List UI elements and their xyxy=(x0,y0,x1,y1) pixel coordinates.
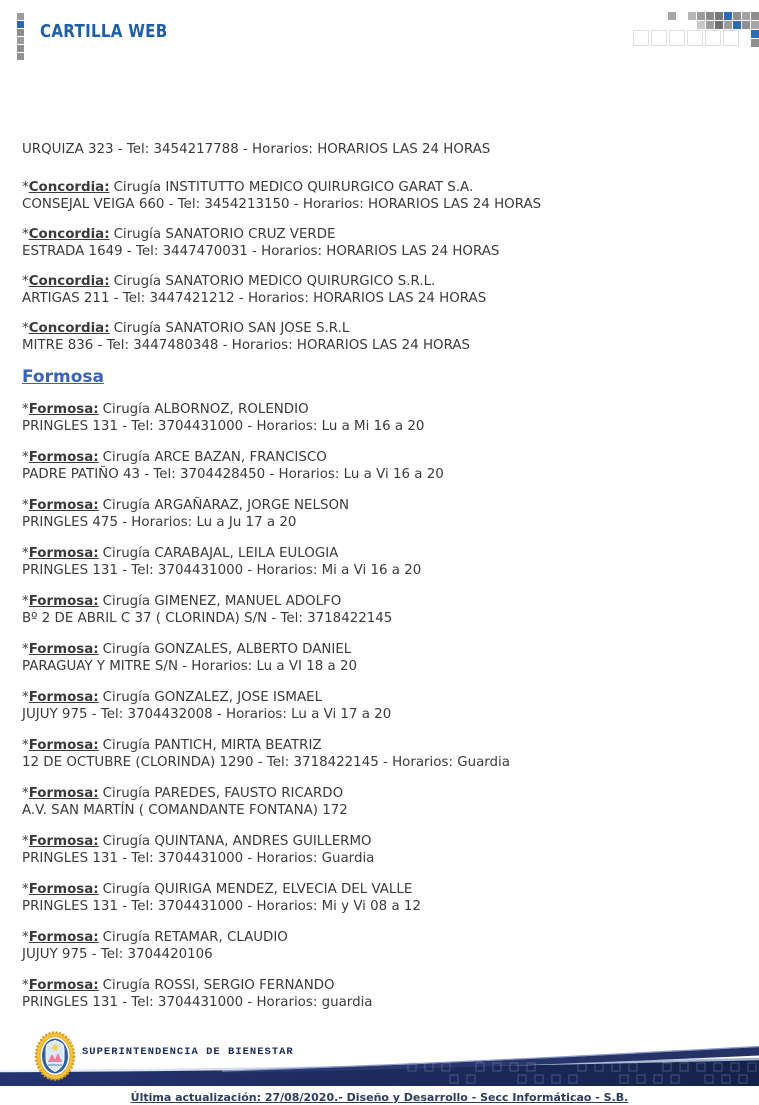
entry-region-label: Concordia: xyxy=(28,227,110,242)
entry-region-label: Formosa: xyxy=(28,786,99,801)
entry-title-line xyxy=(22,497,746,514)
provider-entry xyxy=(22,497,746,531)
entry-detail-line: PRINGLES 131 - Tel: 3704431000 - Horarios: Guardia xyxy=(22,851,375,866)
entry-star: * xyxy=(22,690,29,705)
provider-entry xyxy=(22,401,746,435)
update-bar xyxy=(0,1086,759,1104)
entry-region-label: Formosa: xyxy=(28,642,99,657)
entry-star: * xyxy=(22,834,29,849)
provider-entry xyxy=(22,545,746,579)
entry-region-label: Formosa: xyxy=(28,930,99,945)
provider-entry xyxy=(22,737,746,771)
mosaic-square xyxy=(668,12,676,20)
entry-star: * xyxy=(22,642,29,657)
provider-entry xyxy=(22,449,746,483)
entry-title-line xyxy=(22,689,746,706)
mosaic-square xyxy=(724,12,732,20)
entry-service-name: Cirugía PAREDES, FAUSTO RICARDO xyxy=(102,786,344,801)
entry-star: * xyxy=(22,930,29,945)
entry-star: * xyxy=(22,786,29,801)
provider-entry xyxy=(22,881,746,915)
provider-entry xyxy=(22,641,746,675)
entry-service-name: Cirugía PANTICH, MIRTA BEATRIZ xyxy=(102,738,322,753)
entry-service-name: Cirugía SANATORIO SAN JOSE S.R.L xyxy=(113,321,350,336)
entry-title-line xyxy=(22,929,746,946)
entry-service-name: Cirugía SANATORIO MEDICO QUIRURGICO S.R.L. xyxy=(113,274,436,289)
mosaic-square xyxy=(733,21,741,29)
entry-region-label: Formosa: xyxy=(28,498,99,513)
entry-star: * xyxy=(22,402,29,417)
entry-service-name: Cirugía ROSSI, SERGIO FERNANDO xyxy=(102,978,335,993)
entry-region-label: Concordia: xyxy=(28,274,110,289)
entry-service-name: Cirugía QUIRIGA MENDEZ, ELVECIA DEL VALLE xyxy=(102,882,413,897)
entry-region-label: Formosa: xyxy=(28,690,99,705)
entry-region-label: Formosa: xyxy=(28,834,99,849)
mosaic-square xyxy=(742,12,750,20)
footer xyxy=(0,1030,759,1104)
mosaic-square xyxy=(751,39,759,47)
entry-title-line xyxy=(22,449,746,466)
mosaic-square xyxy=(706,12,714,20)
entry-service-name: Cirugía INSTITUTTO MEDICO QUIRURGICO GARAT S.A. xyxy=(113,180,474,195)
entry-service-name: Cirugía GONZALES, ALBERTO DANIEL xyxy=(102,642,352,657)
entry-star: * xyxy=(22,546,29,561)
swoosh-decoration xyxy=(0,1030,759,1086)
entry-star: * xyxy=(22,738,29,753)
entry-detail-line: PRINGLES 131 - Tel: 3704431000 - Horarios: Mi y Vi 08 a 12 xyxy=(22,899,421,914)
entry-star: * xyxy=(22,321,29,336)
section-heading[interactable]: Formosa xyxy=(22,367,104,387)
entry-detail-line: MITRE 836 - Tel: 3447480348 - Horarios: HORARIOS LAS 24 HORAS xyxy=(22,338,471,353)
entry-detail-line: Bº 2 DE ABRIL C 37 ( CLORINDA) S/N - Tel: 3718422145 xyxy=(22,611,393,626)
entry-region-label: Formosa: xyxy=(28,594,99,609)
org-name: SUPERINTENDENCIA DE BIENESTAR xyxy=(82,1046,294,1058)
entry-service-name: Cirugía CARABAJAL, LEILA EULOGIA xyxy=(102,546,339,561)
entry-detail-line: PRINGLES 131 - Tel: 3704431000 - Horarios: Mi a Vi 16 a 20 xyxy=(22,563,422,578)
entry-star: * xyxy=(22,450,29,465)
entry-detail-line: PARAGUAY Y MITRE S/N - Horarios: Lu a VI 18 a 20 xyxy=(22,659,358,674)
entry-star: * xyxy=(22,978,29,993)
entry-service-name: Cirugía GIMENEZ, MANUEL ADOLFO xyxy=(102,594,342,609)
entry-detail-line: 12 DE OCTUBRE (CLORINDA) 1290 - Tel: 3718422145 - Horarios: Guardia xyxy=(22,755,510,770)
entry-title-line xyxy=(22,545,746,562)
entry-detail-line: PRINGLES 475 - Horarios: Lu a Ju 17 a 20 xyxy=(22,515,297,530)
provider-entry xyxy=(22,977,746,1011)
entry-title-line xyxy=(22,833,746,850)
mosaic-square xyxy=(697,21,705,29)
pixel-mosaic-decoration xyxy=(0,0,759,62)
app-title: CARTILLA WEB xyxy=(40,21,168,42)
entry-star: * xyxy=(22,498,29,513)
provider-entry xyxy=(22,929,746,963)
provider-directory xyxy=(22,141,746,1025)
entry-region-label: Concordia: xyxy=(28,180,110,195)
entry-title-line xyxy=(22,320,746,337)
mosaic-outline-square xyxy=(651,30,667,46)
entry-title-line xyxy=(22,641,746,658)
entry-region-label: Concordia: xyxy=(28,321,110,336)
mosaic-square xyxy=(706,21,714,29)
mosaic-square xyxy=(697,12,705,20)
entry-star: * xyxy=(22,882,29,897)
mosaic-outline-square xyxy=(687,30,703,46)
mosaic-square xyxy=(715,21,723,29)
entry-detail-line: A.V. SAN MARTÍN ( COMANDANTE FONTANA) 172 xyxy=(22,803,348,818)
entry-service-name: Cirugía ARCE BAZAN, FRANCISCO xyxy=(102,450,327,465)
entry-region-label: Formosa: xyxy=(28,402,99,417)
entry-title-line xyxy=(22,593,746,610)
mosaic-square xyxy=(715,12,723,20)
entry-title-line xyxy=(22,401,746,418)
entry-title-line xyxy=(22,179,746,196)
entry-title-line xyxy=(22,273,746,290)
provider-entry xyxy=(22,785,746,819)
provider-entry xyxy=(22,593,746,627)
entry-region-label: Formosa: xyxy=(28,738,99,753)
mosaic-outline-square xyxy=(723,30,739,46)
entry-service-name: Cirugía GONZALEZ, JOSE ISMAEL xyxy=(102,690,323,705)
entry-detail-line: JUJUY 975 - Tel: 3704432008 - Horarios: Lu a Vi 17 a 20 xyxy=(22,707,392,722)
mosaic-square xyxy=(751,21,759,29)
entry-service-name: Cirugía SANATORIO CRUZ VERDE xyxy=(113,227,336,242)
mosaic-square xyxy=(751,12,759,20)
header xyxy=(0,0,759,62)
org-emblem-icon xyxy=(34,1031,76,1081)
entry-title-line xyxy=(22,785,746,802)
entry-star: * xyxy=(22,274,29,289)
entry-title-line xyxy=(22,226,746,243)
entry-detail-line: ESTRADA 1649 - Tel: 3447470031 - Horarios: HORARIOS LAS 24 HORAS xyxy=(22,244,500,259)
entry-detail-line: PRINGLES 131 - Tel: 3704431000 - Horarios: Lu a Mi 16 a 20 xyxy=(22,419,425,434)
entry-star: * xyxy=(22,227,29,242)
entry-detail-line: PADRE PATIÑO 43 - Tel: 3704428450 - Horarios: Lu a Vi 16 a 20 xyxy=(22,467,444,482)
entry-detail-line: ARTIGAS 211 - Tel: 3447421212 - Horarios: HORARIOS LAS 24 HORAS xyxy=(22,291,487,306)
entry-star: * xyxy=(22,180,29,195)
entry-detail-line: PRINGLES 131 - Tel: 3704431000 - Horarios: guardia xyxy=(22,995,373,1010)
entry-service-name: Cirugía ARGAÑARAZ, JORGE NELSON xyxy=(102,498,350,513)
mosaic-square xyxy=(751,30,759,38)
mosaic-square xyxy=(742,21,750,29)
provider-entry xyxy=(22,833,746,867)
provider-entry xyxy=(22,179,746,213)
provider-entry xyxy=(22,226,746,260)
entry-region-label: Formosa: xyxy=(28,978,99,993)
entry-title-line xyxy=(22,737,746,754)
mosaic-square xyxy=(688,12,696,20)
entry-region-label: Formosa: xyxy=(28,450,99,465)
entry-star: * xyxy=(22,594,29,609)
entry-service-name: Cirugía RETAMAR, CLAUDIO xyxy=(102,930,288,945)
provider-entry xyxy=(22,273,746,307)
provider-entry xyxy=(22,320,746,354)
entry-service-name: Cirugía QUINTANA, ANDRES GUILLERMO xyxy=(102,834,372,849)
mosaic-outline-square xyxy=(669,30,685,46)
entry-region-label: Formosa: xyxy=(28,882,99,897)
entry-title-line xyxy=(22,881,746,898)
entry-title-line xyxy=(22,977,746,994)
entry-detail-line: URQUIZA 323 - Tel: 3454217788 - Horarios: HORARIOS LAS 24 HORAS xyxy=(22,142,491,157)
mosaic-square xyxy=(724,21,732,29)
mosaic-outline-square xyxy=(633,30,649,46)
entries-list xyxy=(22,179,746,1011)
update-text: Última actualización: 27/08/2020.- Diseño y Desarrollo - Secc Informáticao - S.B. xyxy=(130,1091,629,1104)
provider-entry xyxy=(22,689,746,723)
entry-detail-line: CONSEJAL VEIGA 660 - Tel: 3454213150 - Horarios: HORARIOS LAS 24 HORAS xyxy=(22,197,542,212)
mosaic-outline-square xyxy=(705,30,721,46)
entry-region-label: Formosa: xyxy=(28,546,99,561)
mosaic-square xyxy=(733,12,741,20)
entry-service-name: Cirugía ALBORNOZ, ROLENDIO xyxy=(102,402,309,417)
entry-detail-line: JUJUY 975 - Tel: 3704420106 xyxy=(22,947,213,962)
